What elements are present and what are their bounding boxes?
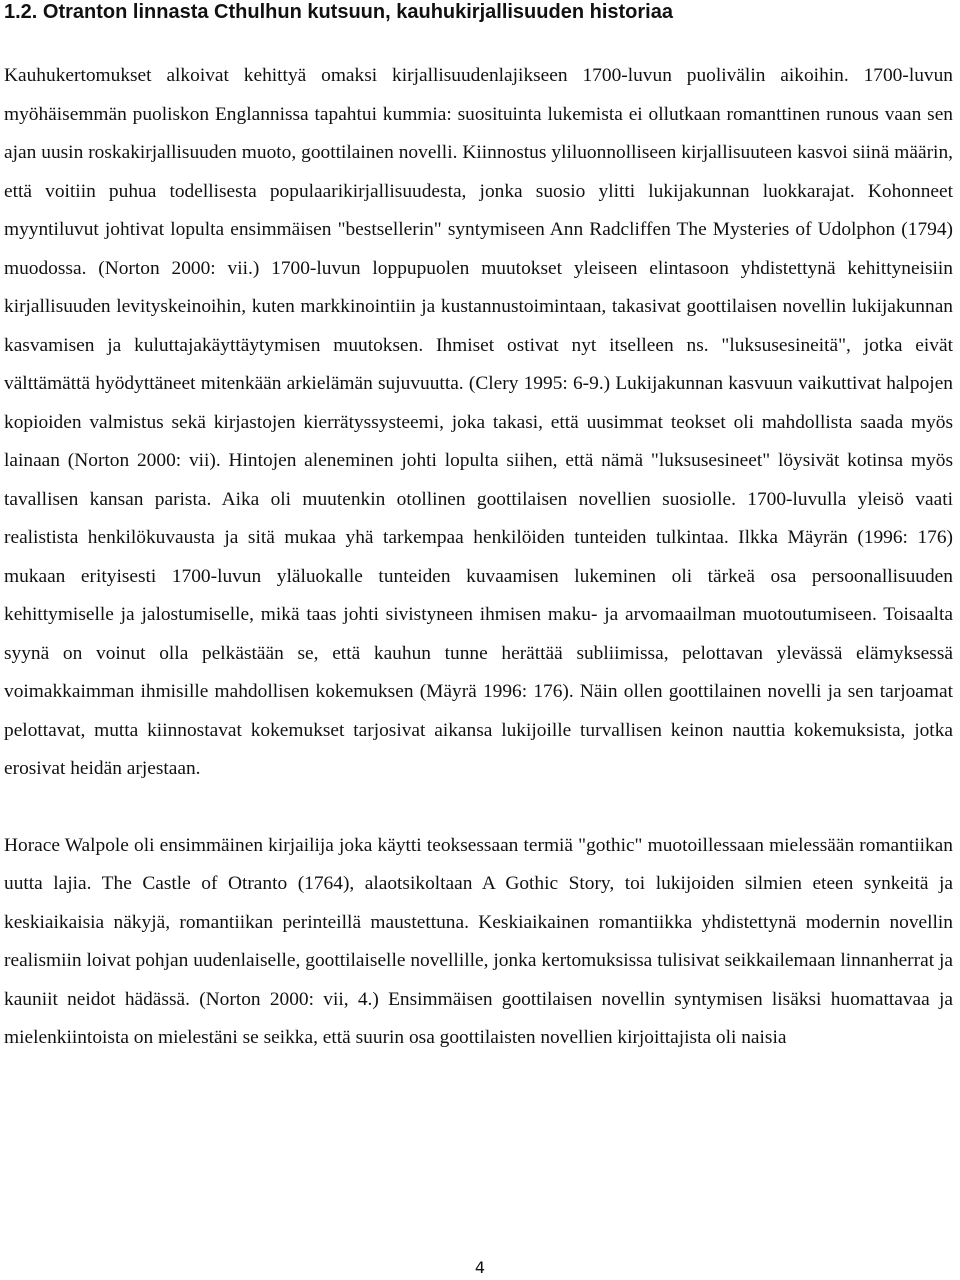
page-number: 4 [474,1258,486,1277]
body-paragraph: Horace Walpole oli ensimmäinen kirjailija joka käytti teoksessaan termiä "gothic" muotoillessaan mielessään romantiikan uutta lajia. The Castle of Otranto (1764), alaotsikoltaan A Gothic Story, toi lukijoiden silmien eteen synkeitä ja keskiaikaisia näkyjä, romantiikan perinteillä maustettuna. Keskiaikainen romantiikka yhdistettynä modernin novellin realismiin loivat pohjan uudenlaiselle, goottilaiselle novellille, jonka kertomuksissa tulisivat seikkailemaan linnanherrat ja kauniit neidot hädässä. (Norton 2000: vii, 4.) Ensimmäisen goottilaisen novellin syntymisen lisäksi huomattavaa ja mielenkiintoista on mielestäni se seikka, että suurin osa goottilaisten novellien kirjoittajista oli naisia [4,834,953,1048]
section-heading: 1.2. Otranton linnasta Cthulhun kutsuun, kauhukirjallisuuden historiaa [4,1,673,23]
body-paragraph: Kauhukertomukset alkoivat kehittyä omaksi kirjallisuudenlajikseen 1700-luvun puolivälin aikoihin. 1700-luvun myöhäisemmän puoliskon Englannissa tapahtui kummia: suosituinta lukemista ei ollutkaan romanttinen runous vaan sen ajan uusin roskakirjallisuuden muoto, goottilainen novelli. Kiinnostus yliluonnolliseen kirjallisuuteen kasvoi siinä määrin, että voitiin puhua todellisesta populaarikirjallisuudesta, jonka suosio ylitti lukijakunnan luokkarajat. Kohonneet myyntiluvut johtivat lopulta ensimmäisen "bestsellerin" syntymiseen Ann Radcliffen The Mysteries of Udolphon (1794) muodossa. (Norton 2000: vii.) 1700-luvun loppupuolen muutokset yleiseen elintasoon yhdistettynä kehittyneisiin kirjallisuuden levityskeinoihin, kuten markkinointiin ja kustannustoimintaan, takasivat goottilaisen novellin lukijakunnan kasvamisen ja kuluttajakäyttäytymisen muutoksen. Ihmiset ostivat nyt itselleen ns. "luksusesineitä", jotka eivät välttämättä hyödyttäneet mitenkään arkielämän sujuvuutta. (Clery 1995: 6-9.) Lukijakunnan kasvuun vaikuttivat halpojen kopioiden valmistus sekä kirjastojen kierrätyssysteemi, joka takasi, että uusimmat teokset oli mahdollista saada myös lainaan (Norton 2000: vii). Hintojen aleneminen johti lopulta siihen, että nämä "luksusesineet" löysivät kotinsa myös tavallisen kansan parista. Aika oli muutenkin otollinen goottilaisen novellien suosiolle. 1700-luvulla yleisö vaati realistista henkilökuvausta ja sitä mukaa yhä tarkempaa henkilöiden tunteiden tulkintaa. Ilkka Mäyrän (1996: 176) mukaan erityisesti 1700-luvun yläluokalle tunteiden kuvaamisen lukeminen oli tärkeä osa persoonallisuuden kehittymiselle ja jalostumiselle, mikä taas johti sivistyneen ihmisen maku- ja arvomaailman muotoutumiseen. Toisaalta syynä on voinut olla pelkästään se, että kauhun tunne herättää subliimissa, pelottavan ylevässä elämyksessä voimakkaimman ihmisille mahdollisen kokemuksen (Mäyrä 1996: 176). Näin ollen goottilainen novelli ja sen tarjoamat pelottavat, mutta kiinnostavat kokemukset tarjosivat aikansa lukijoille turvallisen keinon nauttia kokemuksista, jotka erosivat heidän arjestaan. [4,65,953,779]
